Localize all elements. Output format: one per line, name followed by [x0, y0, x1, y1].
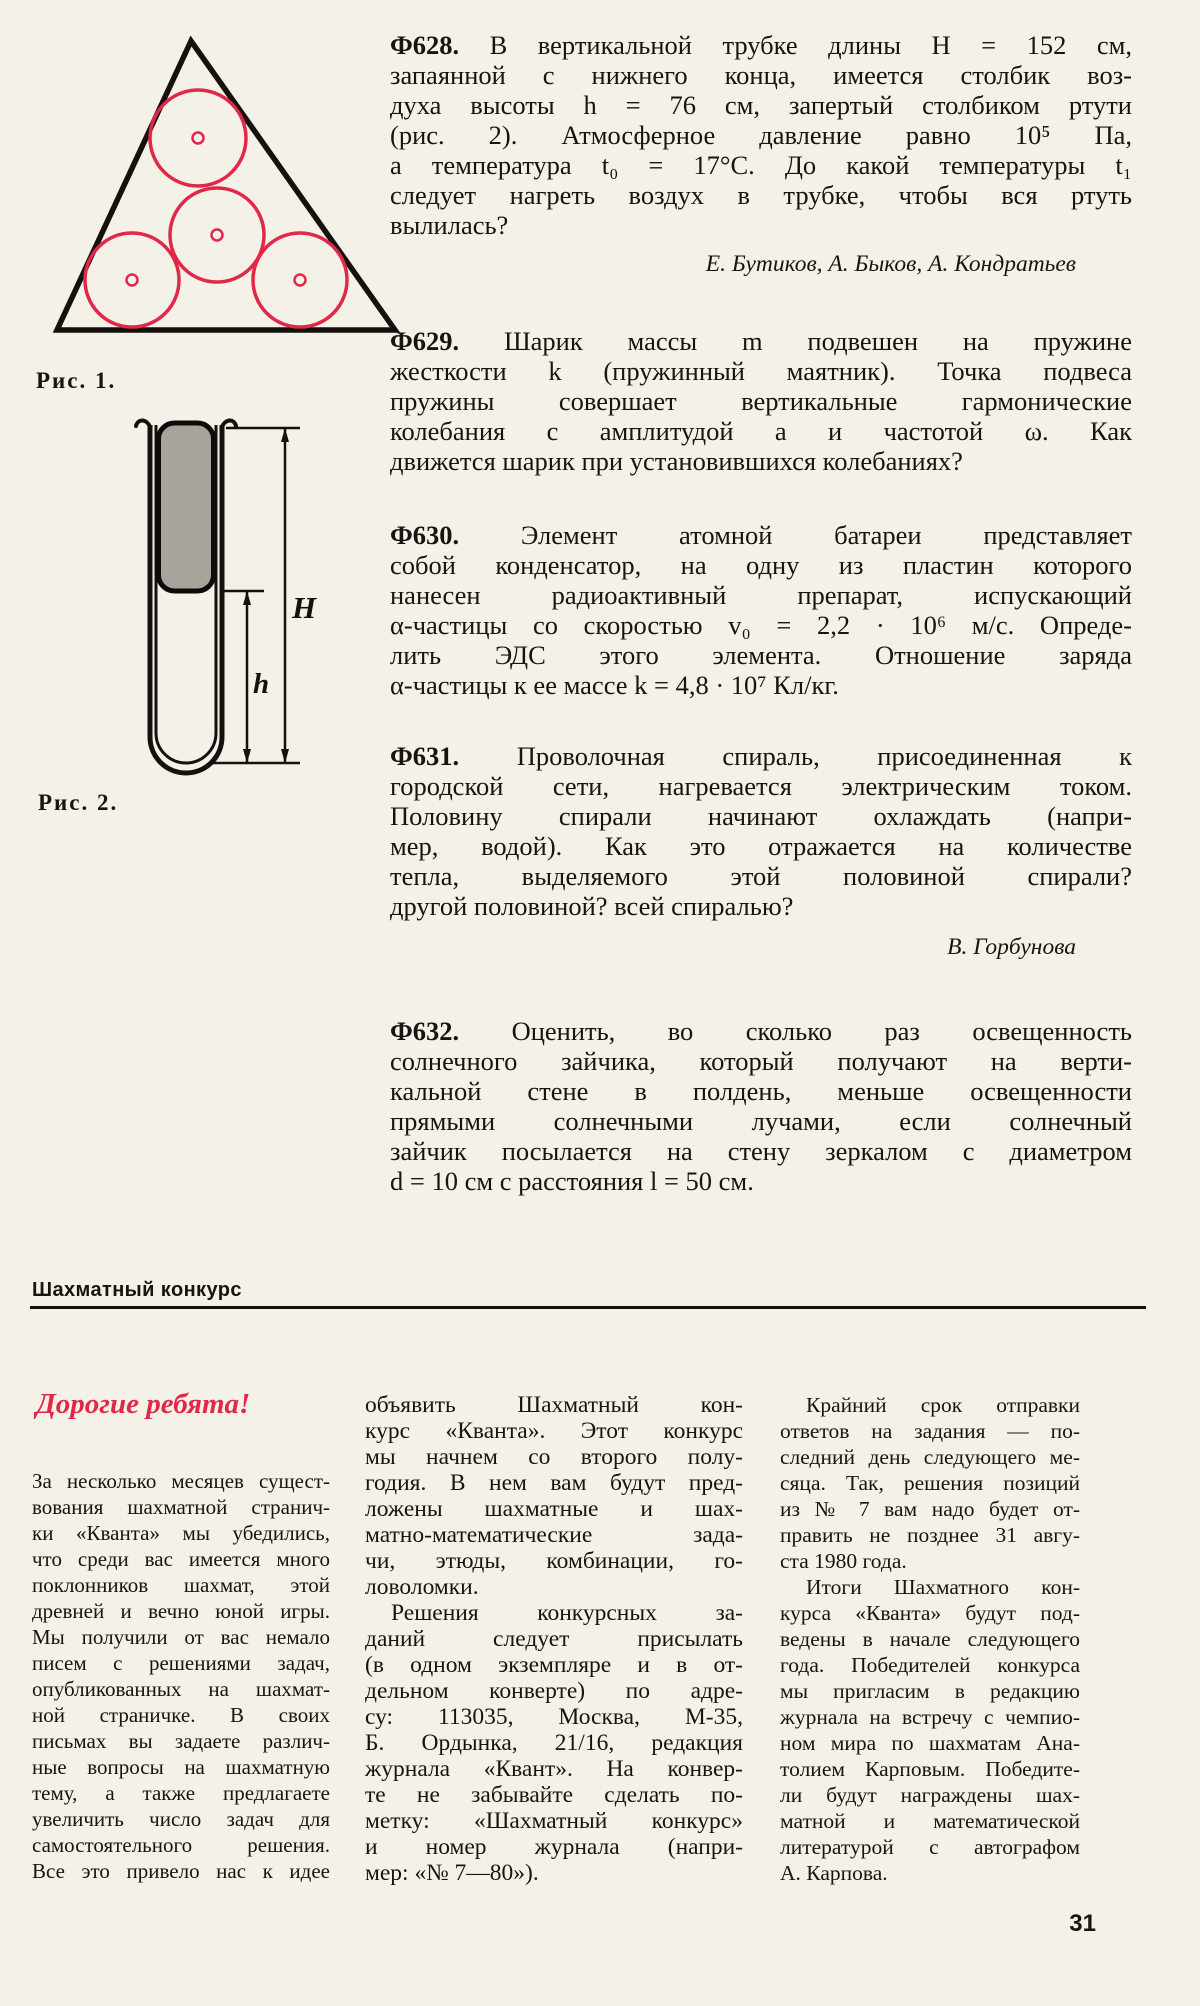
text-line: мы пригласим в редакцию [780, 1679, 1080, 1703]
problem-number: Ф632. [390, 1016, 460, 1046]
problem-number: Ф631. [390, 741, 460, 771]
text-line: ной страничке. В своих [32, 1703, 330, 1727]
text-line: толием Карповым. Победите- [780, 1757, 1080, 1781]
text-line: Мы получили от вас немало [32, 1625, 330, 1649]
section-divider-rule [30, 1306, 1146, 1309]
arrowhead-H-bottom [281, 749, 289, 763]
tube-right-lip [222, 420, 236, 427]
triangle-outline [57, 41, 395, 330]
arrowhead-h-bottom [243, 749, 251, 763]
text-line: Б. Ордынка, 21/16, редакция [365, 1730, 743, 1756]
problem-number: Ф630. [390, 520, 460, 550]
problem-number: Ф628. [390, 30, 460, 60]
arrowhead-h-top [243, 591, 251, 605]
text-line: письмах вы задаете различ- [32, 1729, 330, 1753]
problem-author: В. Горбунова [947, 934, 1076, 960]
problem-first-line: Проволочная спираль, присоединенная к [516, 741, 1132, 771]
problem-line: солнечного зайчика, который получают на верти- [390, 1046, 1132, 1076]
circle-bottom-left [85, 233, 179, 327]
text-line: тему, а также предлагаете [32, 1781, 330, 1805]
problem-line: нанесен радиоактивный препарат, испускающий [390, 580, 1132, 610]
text-line: А. Карпова. [780, 1861, 888, 1885]
text-line: ки «Кванта» мы убедились, [32, 1521, 330, 1545]
problem-line: собой конденсатор, на одну из пластин которого [390, 550, 1132, 580]
text-line: ловоломки. [365, 1574, 479, 1600]
chess-column-3 [780, 1392, 1080, 1886]
text-line: самостоятельного решения. [32, 1833, 330, 1857]
problem-line: Половину спирали начинают охлаждать (напри- [390, 801, 1132, 831]
text-line: Решения конкурсных за- [391, 1600, 743, 1626]
figure-2-tube-diagram [120, 413, 360, 795]
text-line: (в одном экземпляре и в от- [365, 1652, 743, 1678]
circle-top-center-dot [193, 133, 204, 144]
text-line: Итоги Шахматного кон- [806, 1575, 1080, 1599]
text-line: курса «Кванта» будут под- [780, 1601, 1080, 1625]
figure-1-triangle-circles [28, 18, 408, 340]
text-line: матно-математические зада- [365, 1522, 743, 1548]
text-line: ведены в начале следующего [780, 1627, 1080, 1651]
problem-line [390, 30, 1132, 60]
problem-line: мер, водой). Как это отражается на количестве [390, 831, 1132, 861]
problem-line: а температура t₀ = 17°C. До какой температуры t₁ [390, 150, 1132, 180]
problem-line: тепла, выделяемого этой половиной спирали? [390, 861, 1132, 891]
chess-section-title: Шахматный конкурс [32, 1279, 242, 1301]
problem-number: Ф629. [390, 326, 460, 356]
problem-line: α-частицы со скоростью v₀ = 2,2 · 10⁶ м/с. Опреде- [390, 610, 1132, 640]
text-line: Все это привело нас к идее [32, 1859, 330, 1883]
problem-line: (рис. 2). Атмосферное давление равно 10⁵ Па, [390, 120, 1132, 150]
problem-authors: Е. Бутиков, А. Быков, А. Кондратьев [705, 251, 1076, 277]
text-line: увеличить число задач для [32, 1807, 330, 1831]
problem-line: зайчик посылается на стену зеркалом с диаметром [390, 1136, 1132, 1166]
text-line: объявить Шахматный кон- [365, 1392, 743, 1418]
text-line: матной и математической [780, 1809, 1080, 1833]
problem-line: следует нагреть воздух в трубке, чтобы вся ртуть [390, 180, 1132, 210]
text-line: су: 113035, Москва, М-35, [365, 1704, 743, 1730]
text-line: те не забывайте сделать по- [365, 1782, 743, 1808]
mercury-column [159, 423, 214, 591]
problem-line: d = 10 см с расстояния l = 50 см. [390, 1166, 754, 1196]
problem-f630 [390, 520, 1132, 700]
text-line: ли будут награждены шах- [780, 1783, 1080, 1807]
text-line: ложены шахматные и шах- [365, 1496, 743, 1522]
problem-f628 [390, 30, 1132, 240]
page-number: 31 [1069, 1910, 1096, 1937]
text-line: журнала «Квант». На конвер- [365, 1756, 743, 1782]
text-line: мы начнем со второго полу- [365, 1444, 743, 1470]
problem-first-line: Шарик массы m подвешен на пружине [503, 326, 1132, 356]
problem-line: другой половиной? всей спиралью? [390, 891, 794, 921]
text-line: писем с решениями задач, [32, 1651, 330, 1675]
text-line: года. Победителей конкурса [780, 1653, 1080, 1677]
text-line: чи, этюды, комбинации, го- [365, 1548, 743, 1574]
problem-line [390, 520, 1132, 550]
chess-column-1 [32, 1468, 330, 1884]
text-line: опубликованных на шахмат- [32, 1677, 330, 1701]
problem-f629 [390, 326, 1132, 476]
problem-line [390, 741, 1132, 771]
text-line: литературой с автографом [780, 1835, 1080, 1859]
problem-line: запаянной с нижнего конца, имеется столбик воз- [390, 60, 1132, 90]
circle-middle-center-dot [212, 230, 223, 241]
problem-first-line: Элемент атомной батареи представляет [520, 520, 1132, 550]
problem-line: движется шарик при установившихся колебаниях? [390, 446, 963, 476]
problem-line [390, 1016, 1132, 1046]
text-line: даний следует присылать [365, 1626, 743, 1652]
label-h: h [253, 668, 270, 700]
label-H: H [292, 590, 317, 625]
text-line: ста 1980 года. [780, 1549, 907, 1573]
text-line: древней и вечно юной игры. [32, 1599, 330, 1623]
problem-line [390, 326, 1132, 356]
problem-first-line: Оценить, во сколько раз освещенность [511, 1016, 1132, 1046]
text-line: вования шахматной странич- [32, 1495, 330, 1519]
circle-middle [170, 188, 264, 282]
text-line: сяца. Так, решения позиций [780, 1471, 1080, 1495]
text-line: ные вопросы на шахматную [32, 1755, 330, 1779]
text-line: ном мира по шахматам Ана- [780, 1731, 1080, 1755]
text-line: За несколько месяцев сущест- [32, 1469, 330, 1493]
problem-line: пружины совершает вертикальные гармонические [390, 386, 1132, 416]
text-line: и номер журнала (напри- [365, 1834, 743, 1860]
problem-f632 [390, 1016, 1132, 1196]
circle-bottom-right [253, 233, 347, 327]
problem-line: жесткости k (пружинный маятник). Точка подвеса [390, 356, 1132, 386]
text-line: ответов на задания — по- [780, 1419, 1080, 1443]
problem-first-line: В вертикальной трубке длины H = 152 см, [489, 30, 1132, 60]
figure-1-caption: Рис. 1. [36, 368, 117, 393]
text-line: что среди вас имеется много [32, 1547, 330, 1571]
tube-left-lip [136, 420, 150, 427]
chess-column-2 [365, 1392, 743, 1886]
text-line: мер: «№ 7—80»). [365, 1860, 539, 1886]
problem-f631 [390, 741, 1132, 921]
problem-line: α-частицы к ее массе k = 4,8 · 10⁷ Кл/кг. [390, 670, 839, 700]
text-line: следний день следующего ме- [780, 1445, 1080, 1469]
problem-line: колебания с амплитудой a и частотой ω. Как [390, 416, 1132, 446]
text-line: метку: «Шахматный конкурс» [365, 1808, 743, 1834]
problem-line: прямыми солнечными лучами, если солнечный [390, 1106, 1132, 1136]
text-line: годия. В нем вам будут пред- [365, 1470, 743, 1496]
problem-line: вылилась? [390, 210, 509, 240]
circle-bottom-left-center-dot [127, 275, 138, 286]
text-line: Крайний срок отправки [806, 1393, 1080, 1417]
problem-line: духа высоты h = 76 см, запертый столбиком ртути [390, 90, 1132, 120]
arrowhead-H-top [281, 428, 289, 442]
text-line: курс «Кванта». Этот конкурс [365, 1418, 743, 1444]
figure-2-caption: Рис. 2. [38, 790, 119, 815]
circle-top [150, 90, 246, 186]
text-line: дельном конверте) по адре- [365, 1678, 743, 1704]
text-line: из № 7 вам надо будет от- [780, 1497, 1080, 1521]
circle-bottom-right-center-dot [295, 275, 306, 286]
problem-line: лить ЭДС этого элемента. Отношение заряда [390, 640, 1132, 670]
text-line: поклонников шахмат, этой [32, 1573, 330, 1597]
greeting-heading: Дорогие ребята! [36, 1388, 251, 1420]
problem-line: городской сети, нагревается электрическим током. [390, 771, 1132, 801]
text-line: править не позднее 31 авгу- [780, 1523, 1080, 1547]
problem-line: кальной стене в полдень, меньше освещенности [390, 1076, 1132, 1106]
text-line: журнала на встречу с чемпио- [780, 1705, 1080, 1729]
